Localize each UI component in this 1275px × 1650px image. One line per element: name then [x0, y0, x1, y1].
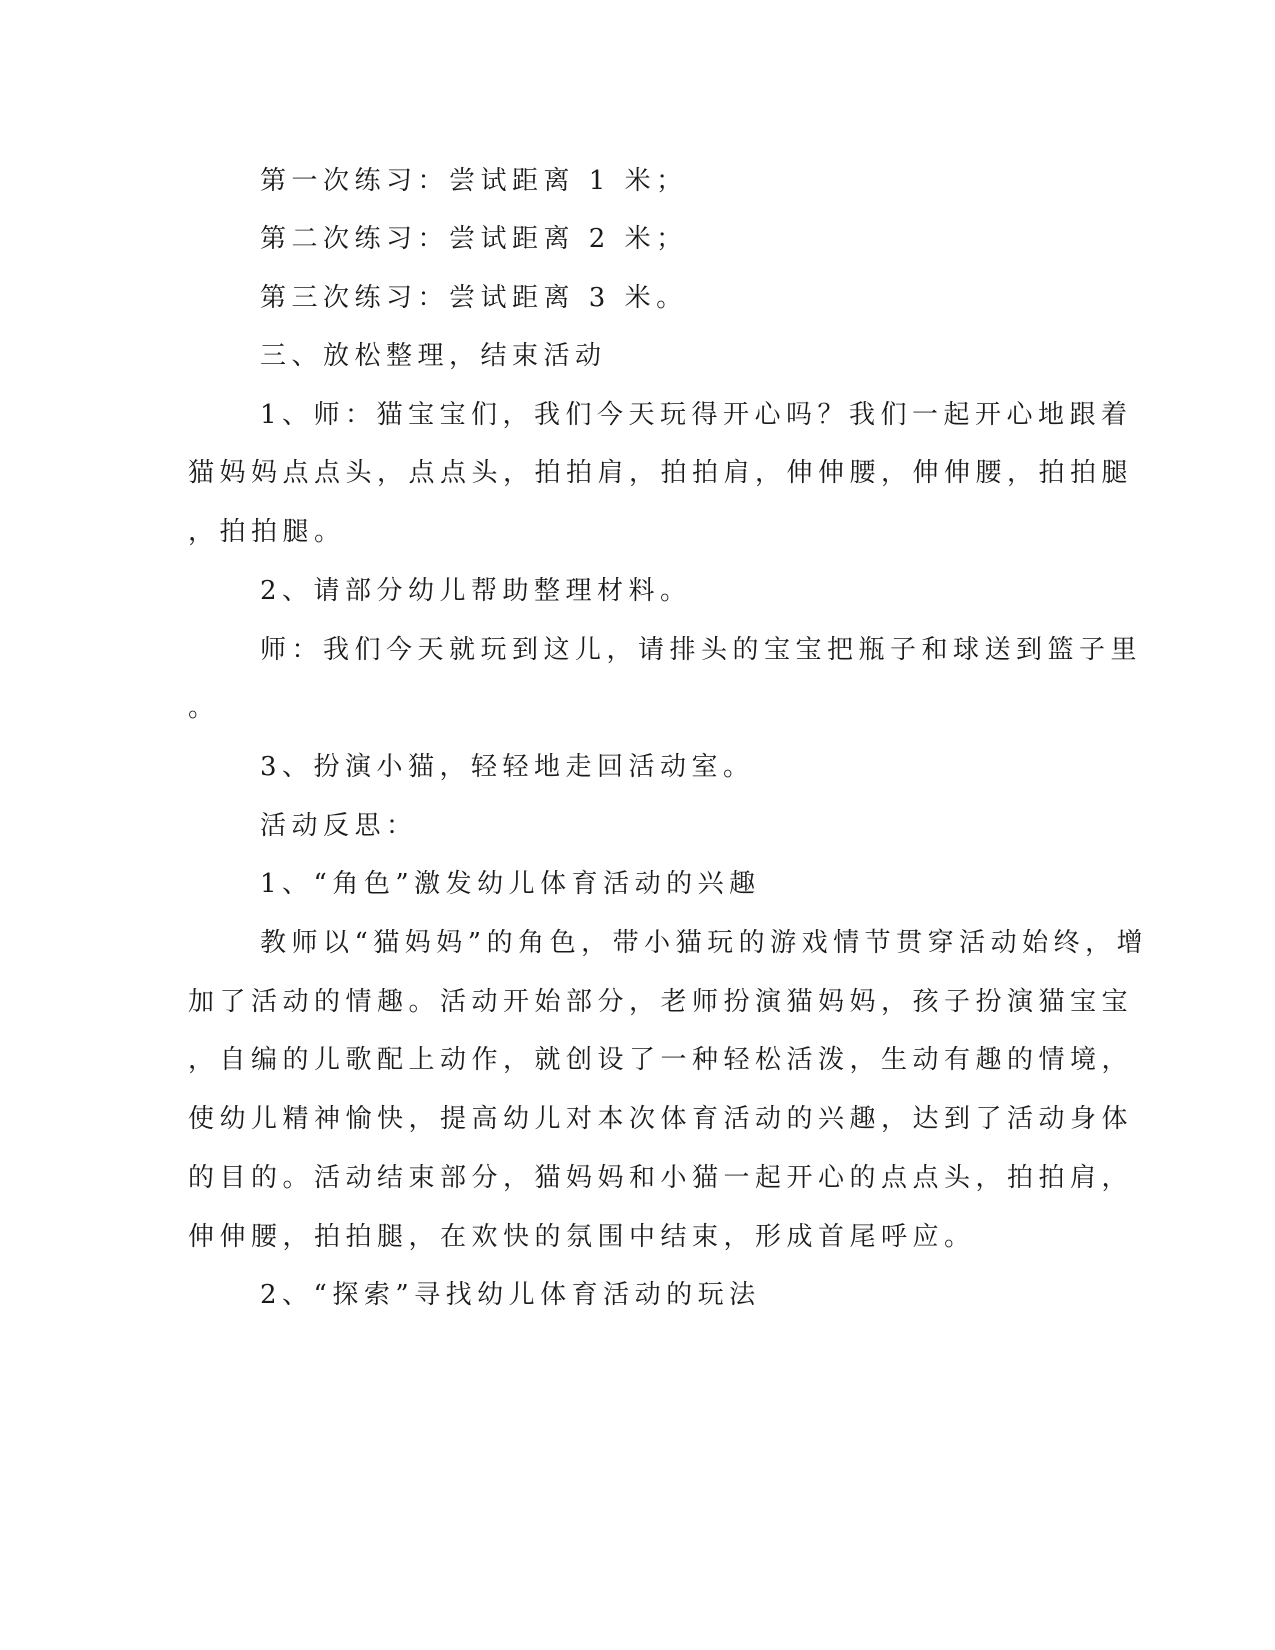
text-line: 第一次练习：尝试距离 1 米；	[260, 166, 688, 196]
text-line: 教师以“猫妈妈”的角色，带小猫玩的游戏情节贯穿活动始终，增	[260, 928, 1149, 958]
text-line: ，拍拍腿。	[188, 517, 346, 547]
text-line: 2、请部分幼儿帮助整理材料。	[260, 576, 692, 606]
section-heading: 三、放松整理，结束活动	[260, 341, 607, 371]
text-line: 的目的。活动结束部分，猫妈妈和小猫一起开心的点点头，拍拍肩，	[188, 1163, 1134, 1193]
text-line: 伸伸腰，拍拍腿，在欢快的氛围中结束，形成首尾呼应。	[188, 1222, 976, 1252]
text-line: 1、“角色”激发幼儿体育活动的兴趣	[260, 869, 761, 899]
text-line: 。	[188, 693, 220, 723]
text-line: 第二次练习：尝试距离 2 米；	[260, 224, 688, 254]
text-line: 1、师：猫宝宝们，我们今天玩得开心吗？我们一起开心地跟着	[260, 400, 1133, 430]
text-line: ，自编的儿歌配上动作，就创设了一种轻松活泼，生动有趣的情境，	[188, 1045, 1134, 1075]
text-line: 师：我们今天就玩到这儿，请排头的宝宝把瓶子和球送到篮子里	[260, 635, 1143, 665]
section-heading: 活动反思：	[260, 811, 418, 841]
text-line: 2、“探索”寻找幼儿体育活动的玩法	[260, 1280, 761, 1310]
text-line: 第三次练习：尝试距离 3 米。	[260, 283, 688, 313]
text-line: 3、扮演小猫，轻轻地走回活动室。	[260, 752, 755, 782]
text-line: 猫妈妈点点头，点点头，拍拍肩，拍拍肩，伸伸腰，伸伸腰，拍拍腿	[188, 458, 1134, 488]
text-line: 加了活动的情趣。活动开始部分，老师扮演猫妈妈，孩子扮演猫宝宝	[188, 987, 1134, 1017]
text-line: 使幼儿精神愉快，提高幼儿对本次体育活动的兴趣，达到了活动身体	[188, 1104, 1134, 1134]
